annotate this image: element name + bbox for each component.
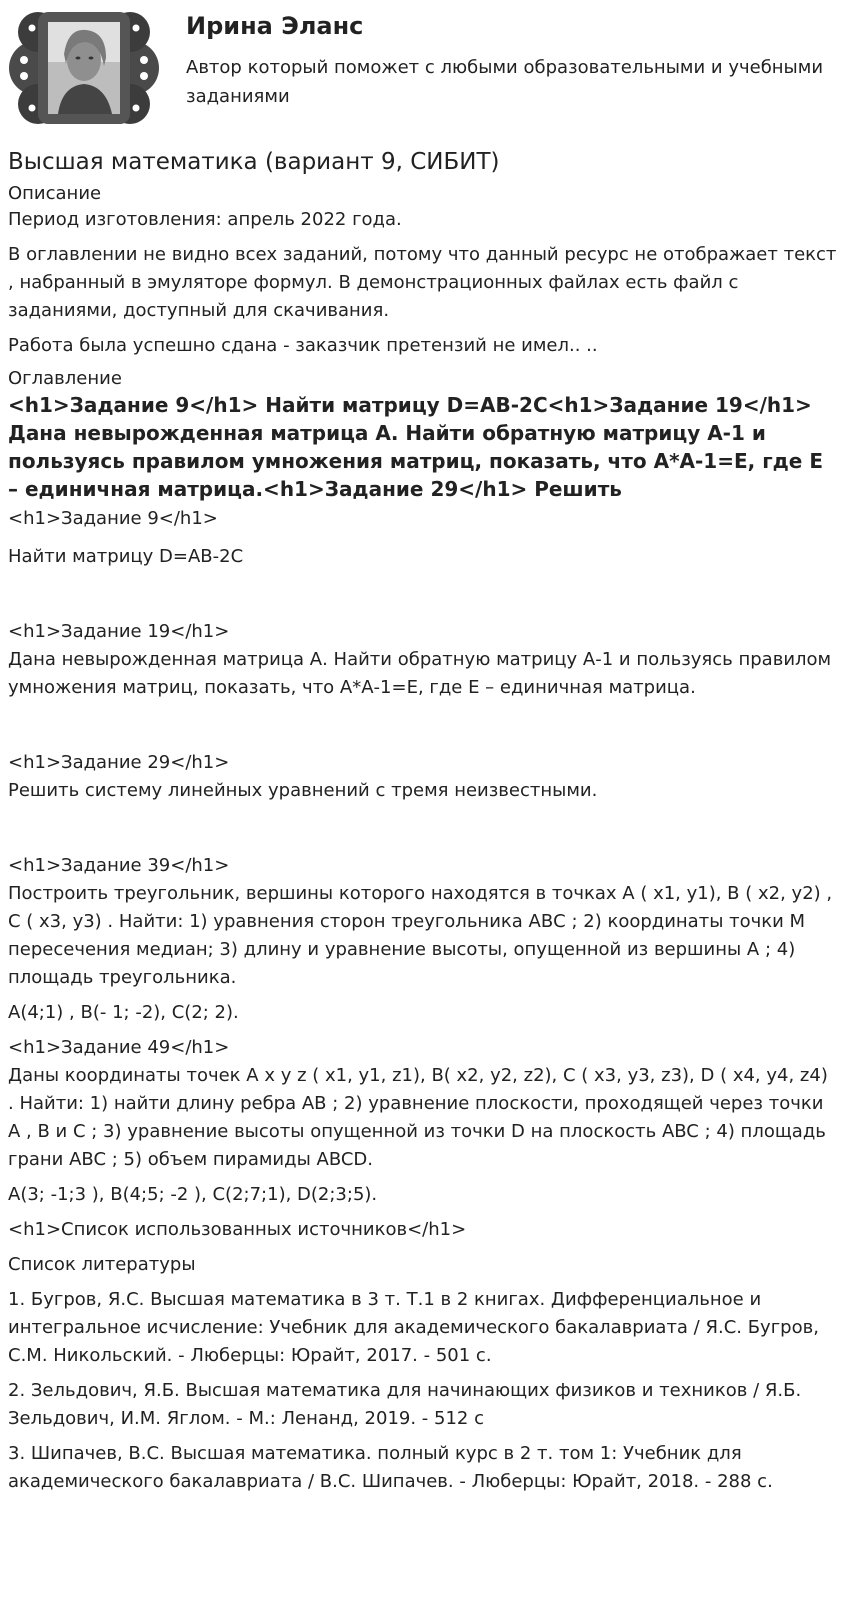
- toc-label: Оглавление: [8, 368, 122, 389]
- task-heading: <h1>Задание 49</h1>: [8, 1037, 230, 1058]
- task-text: Дана невырожденная матрица А. Найти обратную матрицу А-1 и пользуясь правилом умножения матриц, показать, что А*А-1=Е, где Е – единичная матрица.: [8, 649, 832, 698]
- work-content: [8, 147, 838, 1503]
- literature-label: Список литературы: [8, 1254, 196, 1275]
- task-text: Найти матрицу D=AB-2C: [8, 546, 244, 567]
- literature-item: 2. Зельдович, Я.Б. Высшая математика для начинающих физиков и техников / Я.Б. Зельдович, И.М. Яглом. - М.: Ленанд, 2019. - 512 c: [8, 1380, 802, 1429]
- author-header: [8, 6, 838, 130]
- author-avatar[interactable]: [8, 6, 160, 130]
- toc-text: <h1>Задание 9</h1> Найти матрицу D=AB-2C<h1>Задание 19</h1> Дана невырожденная матрица А. Найти обратную матрицу А-1 и пользуясь правилом умножения матриц, показать, что А*А-1=Е, где Е – единичная матрица.<h1>Задание 29</h1> Решить: [8, 393, 823, 501]
- author-description: Автор который поможет с любыми образовательными и учебными заданиями: [186, 57, 824, 107]
- description-paragraph: Период изготовления: апрель 2022 года.: [8, 209, 402, 230]
- description-paragraph: Работа была успешно сдана - заказчик претензий не имел.. ..: [8, 335, 598, 356]
- film-frame-avatar-icon: [8, 6, 160, 130]
- literature-item: 1. Бугров, Я.С. Высшая математика в 3 т. Т.1 в 2 книгах. Дифференциальное и интегральное исчисление: Учебник для академического бакалавриата / Я.С. Бугров, С.М. Никольский. - Люберцы: Юрайт, 2017. - 501 c.: [8, 1289, 819, 1366]
- task-text: Построить треугольник, вершины которого находятся в точках А ( x1, y1), B ( x2, y2) , C ( x3, y3) . Найти: 1) уравнения сторон треугольника АВС ; 2) координаты точки М пересечения медиан; 3) длину и уравнение высоты, опущенной из вершины А ; 4) площадь треугольника.: [8, 883, 833, 988]
- task-heading: <h1>Задание 39</h1>: [8, 855, 230, 876]
- sources-heading: <h1>Список использованных источников</h1>: [8, 1219, 467, 1240]
- description-label: Описание: [8, 183, 102, 204]
- task-heading: <h1>Задание 19</h1>: [8, 621, 230, 642]
- task-heading: <h1>Задание 29</h1>: [8, 752, 230, 773]
- literature-item: 3. Шипачев, В.С. Высшая математика. полный курс в 2 т. том 1: Учебник для академического бакалавриата / В.С. Шипачев. - Люберцы: Юрайт, 2018. - 288 c.: [8, 1443, 773, 1492]
- task-heading: <h1>Задание 9</h1>: [8, 508, 218, 529]
- task-text: Решить систему линейных уравнений с тремя неизвестными.: [8, 780, 598, 801]
- description-paragraph: В оглавлении не видно всех заданий, потому что данный ресурс не отображает текст , набранный в эмуляторе формул. В демонстрационных файлах есть файл с заданиями, доступный для скачивания.: [8, 244, 837, 321]
- page-title: Высшая математика (вариант 9, СИБИТ): [8, 149, 500, 175]
- author-name[interactable]: Ирина Эланс: [186, 12, 364, 40]
- task-text: Даны координаты точек A x y z ( x1, y1, z1), B( x2, y2, z2), C ( x3, y3, z3), D ( x4, y4, z4) . Найти: 1) найти длину ребра AB ; 2) уравнение плоскости, проходящей через точки A , B и C ; 3) уравнение высоты опущенной из точки D на плоскость ABC ; 4) площадь грани ABC ; 5) объем пирамиды ABCD.: [8, 1065, 828, 1170]
- task-data: А(4;1) , В(- 1; -2), С(2; 2).: [8, 1002, 239, 1023]
- task-data: А(3; -1;3 ), В(4;5; -2 ), С(2;7;1), D(2;3;5).: [8, 1184, 378, 1205]
